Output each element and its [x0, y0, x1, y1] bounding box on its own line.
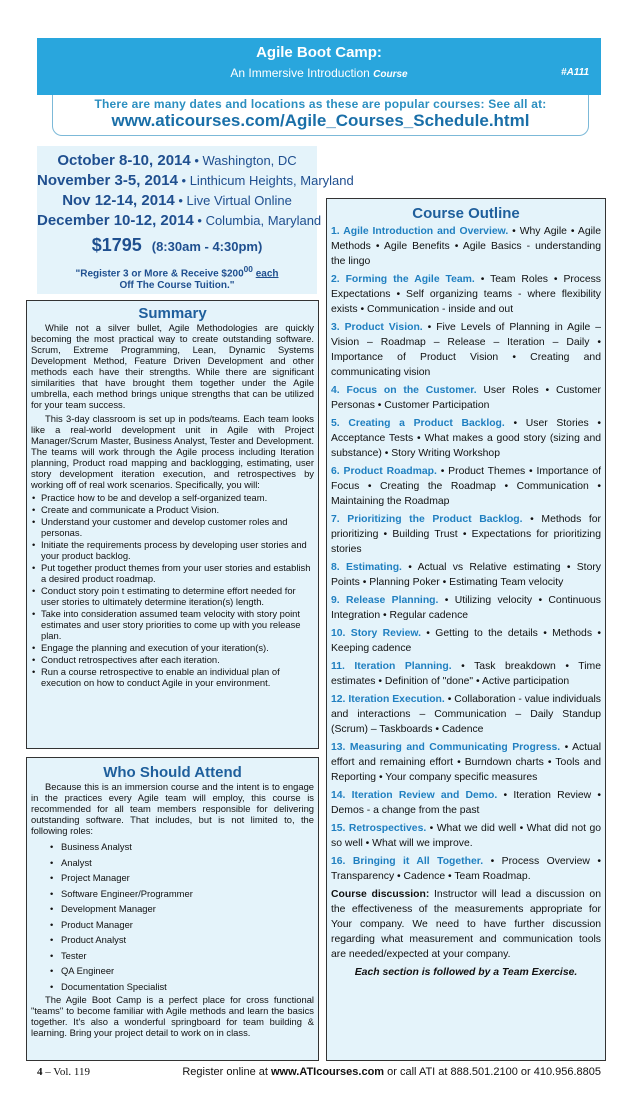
list-item: • Understand your customer and develop customer roles and personas.: [31, 516, 314, 538]
separator: •: [177, 173, 190, 188]
item-text: • Process Overview • Transparency • Cadence • Team Roadmap.: [331, 856, 601, 882]
item-heading: 16. Bringing it All Together.: [331, 856, 484, 867]
outline-item: [331, 320, 601, 380]
outline-item: [331, 659, 601, 689]
schedule-link[interactable]: www.aticourses.com/Agile_Courses_Schedule.html: [111, 111, 530, 130]
promo-post: Off The Course Tuition.": [119, 280, 235, 292]
volume: – Vol. 119: [42, 1066, 90, 1078]
list-item: • Business Analyst: [27, 839, 318, 855]
who-should-attend-box: [26, 757, 319, 1061]
item-heading: 12. Iteration Execution.: [331, 694, 445, 705]
summary-paragraph-1: While not a silver bullet, Agile Methodologies are quickly becoming the most practical way to create outstanding software. Scrum, Extreme Programming, Lean, Dynamic Systems Development Method, Feature Driven Development and other methods each have their strengths. While there are significant similarities that have brought them together under the Agile umbrella, each method brings unique strengths that can be utilized for your team success.: [31, 322, 314, 410]
closing-note: Each section is followed by a Team Exercise.: [354, 967, 578, 978]
price-line: [37, 235, 317, 256]
list-item: • Conduct story poin t estimating to determine effort needed for user stories to ultimately determine iteration(s) length.: [31, 585, 314, 607]
summary-bullets: [27, 492, 318, 688]
item-heading: 15. Retrospectives.: [331, 823, 427, 834]
item-heading: 8. Estimating.: [331, 562, 402, 573]
list-item: • Conduct retrospectives after each iteration.: [31, 654, 314, 665]
separator: •: [193, 213, 206, 228]
item-heading: 10. Story Review.: [331, 628, 421, 639]
list-item: • Documentation Specialist: [27, 979, 318, 995]
item-text: • Five Levels of Planning in Agile – Vision – Roadmap – Release – Iteration – Daily • Importance of Product Vision • Creating and communicating vision: [331, 322, 602, 378]
who-paragraph-1: Because this is an immersion course and the intent is to engage in the practices every Agile team will employ, this course is recommended for all team members responsible for delivering outstanding software. That includes, but is not limited to, the following roles:: [31, 781, 314, 836]
course-discussion: [331, 887, 601, 962]
item-heading: 6. Product Roadmap.: [331, 466, 437, 477]
list-item: • Create and communicate a Product Vision.: [31, 504, 314, 515]
date: December 10-12, 2014: [37, 212, 194, 229]
price-amount: $1795: [91, 235, 142, 255]
course-word: Course: [373, 69, 408, 80]
subtitle-text: An Immersive Introduction: [230, 66, 370, 80]
location: Live Virtual Online: [186, 193, 292, 208]
roles-list: [27, 839, 318, 994]
item-text: • Utilizing velocity • Continuous Integration • Regular cadence: [331, 595, 601, 621]
discussion-text: Instructor will lead a discussion on the effectiveness of the measurements appropriate for Your company. We need to have further discussion regarding what measurement and communication tools are needed/expected at your company.: [331, 889, 601, 960]
list-item: • Project Manager: [27, 870, 318, 886]
list-item: • Engage the planning and execution of your iteration(s).: [31, 642, 314, 653]
item-text: • Why Agile • Agile Methods • Agile Benefits • Agile Basics - understanding the lingo: [331, 226, 601, 267]
list-item: • Product Analyst: [27, 932, 318, 948]
dates-panel: [37, 146, 354, 294]
location: Washington, DC: [202, 153, 297, 168]
outline-item: [331, 740, 601, 785]
course-code: #A111: [561, 67, 589, 78]
date-line-1: [37, 152, 317, 170]
item-text: • Team Roles • Process Expectations • Self organizing teams - where flexibility exists • Communication - inside and out: [331, 274, 601, 315]
list-item: • Practice how to be and develop a self-organized team.: [31, 492, 314, 503]
date-line-4: [37, 212, 322, 230]
schedule-banner: [52, 95, 589, 136]
course-subtitle: [37, 66, 601, 80]
date-line-2: [37, 172, 354, 190]
item-heading: 7. Prioritizing the Product Backlog.: [331, 514, 523, 525]
outline-list: [331, 224, 601, 980]
list-item: • Software Engineer/Programmer: [27, 886, 318, 902]
list-item: • Take into consideration assumed team velocity with story point estimates and user story priorities to come up with you release plan.: [31, 608, 314, 641]
outline-item: [331, 464, 601, 509]
item-heading: 13. Measuring and Communicating Progress.: [331, 742, 561, 753]
list-item: • Development Manager: [27, 901, 318, 917]
list-item: • Analyst: [27, 855, 318, 871]
item-text: User Roles • Customer Personas • Customer Participation: [331, 385, 601, 411]
item-text: • Iteration Review • Demos - a change from the past: [331, 790, 601, 816]
promo-sup: 00: [243, 264, 253, 274]
list-item: • QA Engineer: [27, 963, 318, 979]
register-pre: Register online at: [182, 1066, 271, 1078]
outline-item: [331, 272, 601, 317]
item-heading: 9. Release Planning.: [331, 595, 439, 606]
who-paragraph-2: The Agile Boot Camp is a perfect place for cross functional "teams" to become familiar with Agile methods and learn the basics together. It's also a wonderful springboard for team building & learning. Bring your project detail to work on in class.: [31, 994, 314, 1038]
banner-text: There are many dates and locations as these are popular courses: See all at:: [94, 97, 547, 111]
course-title: Agile Boot Camp:: [256, 44, 382, 61]
item-heading: 3. Product Vision.: [331, 322, 423, 333]
item-heading: 5. Creating a Product Backlog.: [331, 418, 505, 429]
item-heading: 4. Focus on the Customer.: [331, 385, 477, 396]
outline-item: [331, 854, 601, 884]
item-text: • User Stories • Acceptance Tests • What makes a good story (sizing and substance) • Story Writing Workshop: [331, 418, 601, 459]
date-line-3: [37, 192, 317, 210]
outline-item: [331, 560, 601, 590]
outline-item: [331, 692, 601, 737]
summary-paragraph-2: This 3-day classroom is set up in pods/teams. Each team looks like a real-world development unit in Agile with Project Manager/Scrum Master, Business Analyst, Tester and Development. The teams will work through the Agile process including Iteration planning, Product road mapping and backlogging, estimating, user story development iteration execution, and retrospectives by working off of real work scenarios. Specifically, you will:: [31, 413, 314, 490]
summary-title: Summary: [138, 305, 207, 322]
separator: •: [174, 193, 187, 208]
separator: •: [190, 153, 203, 168]
list-item: • Put together product themes from your user stories and establish a desired product roadmap.: [31, 562, 314, 584]
item-text: • Actual vs Relative estimating • Story Points • Planning Poker • Estimating Team velocity: [331, 562, 602, 588]
item-text: • Task breakdown • Time estimates • Definition of "done" • Active participation: [331, 661, 601, 687]
date: Nov 12-14, 2014: [62, 192, 175, 209]
summary-box: [26, 300, 319, 749]
item-text: • What we did well • What did not go so well • What will we improve.: [331, 823, 601, 849]
date: October 8-10, 2014: [57, 152, 191, 169]
promo-text: [37, 263, 317, 292]
course-header: [37, 38, 601, 95]
item-text: • Methods for prioritizing • Building Trust • Expectations for prioritizing stories: [331, 514, 602, 555]
item-heading: 2. Forming the Agile Team.: [331, 274, 475, 285]
page-number: [37, 1066, 90, 1078]
discussion-label: Course discussion:: [331, 889, 430, 900]
website-link[interactable]: www.ATIcourses.com: [271, 1066, 385, 1078]
outline-item: [331, 512, 601, 557]
outline-item: [331, 224, 601, 269]
outline-item: [331, 416, 601, 461]
location: Columbia, Maryland: [205, 213, 322, 228]
list-item: • Product Manager: [27, 917, 318, 933]
item-text: • Product Themes • Importance of Focus • Creating the Roadmap • Communication • Maintaining the Roadmap: [331, 466, 601, 507]
list-item: • Run a course retrospective to enable an individual plan of execution on how to conduct Agile in your environment.: [31, 666, 314, 688]
outline-item: [331, 626, 601, 656]
outline-item: [331, 821, 601, 851]
class-hours: (8:30am - 4:30pm): [151, 239, 263, 254]
item-text: • Actual effort and remaining effort • Burndown charts • Tools and Reporting • Your company specific measures: [331, 742, 602, 783]
location: Linthicum Heights, Maryland: [189, 173, 354, 188]
register-post: or call ATI at 888.501.2100 or 410.956.8805: [384, 1066, 601, 1078]
page-num: 4: [37, 1066, 43, 1078]
item-heading: 11. Iteration Planning.: [331, 661, 452, 672]
item-text: • Collaboration - value individuals and interactions – Communication – Daily Standup (Scrum) – Taskboards • Cadence: [331, 694, 602, 735]
item-text: • Getting to the details • Methods • Keeping cadence: [331, 628, 601, 654]
outline-title: Course Outline: [412, 205, 520, 222]
date: November 3-5, 2014: [37, 172, 178, 189]
outline-item: [331, 383, 601, 413]
outline-item: [331, 788, 601, 818]
list-item: • Tester: [27, 948, 318, 964]
register-line: [182, 1066, 601, 1078]
who-title: Who Should Attend: [103, 764, 242, 781]
course-outline-box: [326, 198, 606, 1061]
list-item: • Initiate the requirements process by developing user stories and your product backlog.: [31, 539, 314, 561]
item-heading: 14. Iteration Review and Demo.: [331, 790, 498, 801]
outline-item: [331, 593, 601, 623]
promo-pre: "Register 3 or More & Receive $200: [75, 268, 244, 280]
promo-each: each: [255, 268, 279, 280]
item-heading: 1. Agile Introduction and Overview.: [331, 226, 509, 237]
